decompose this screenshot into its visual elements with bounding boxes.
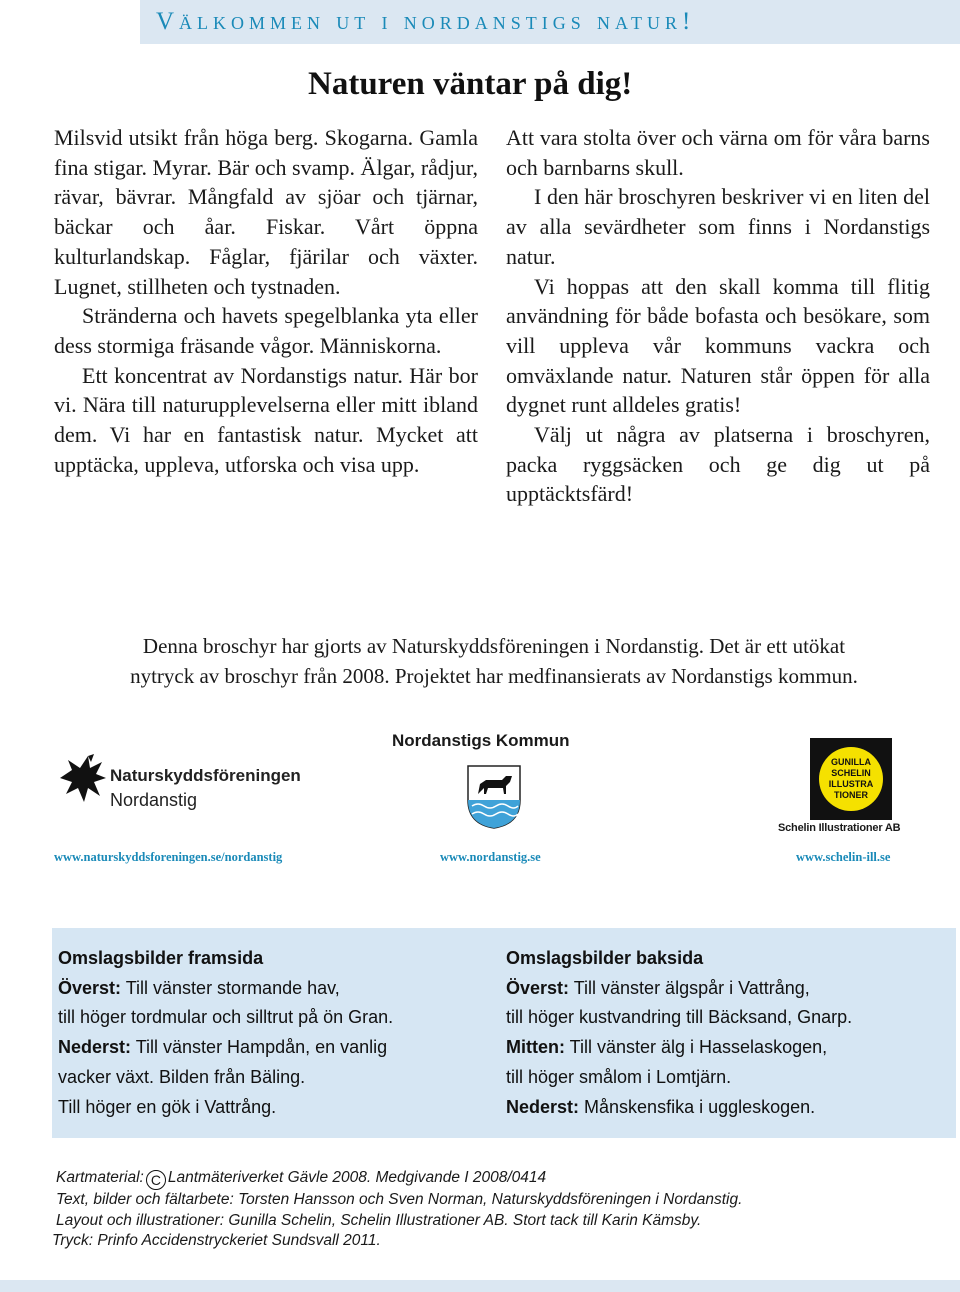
cover-front-heading: Omslagsbilder framsida [58,948,264,968]
credits-print-line: Tryck: Prinfo Accidenstryckeriet Sundsvall 2011. [52,1232,381,1249]
cover-front-top-label: Överst: [58,977,122,998]
cover-back-middle-text: Till vänster älg i Hasselaskogen, [564,1037,828,1058]
cover-front-line-4: vacker växt. Bilden från Bäling. [58,1066,306,1087]
nsf-logo-sub: Nordanstig [110,790,198,810]
intro-paragraph-4: Att vara stolta över och värna om för våra barns och barnbarns skull. [506,125,930,180]
page-header-title: Välkommen ut i nordanstigs natur! [156,8,696,35]
bird-emblem-icon [58,752,318,812]
schelin-badge-line-1: GUNILLA [831,757,871,767]
cover-back-top [506,974,852,1004]
cover-front-bottom-text: Till vänster Hampdån, en vanlig [131,1037,388,1058]
naturskyddsforeningen-logo [58,752,318,812]
footer-band [0,1280,960,1292]
intro-left-column [54,123,478,479]
cover-back-bottom [506,1093,852,1123]
copyright-icon: C [146,1170,166,1190]
sponsor-note [54,632,934,691]
intro-right-column [506,123,930,509]
sponsor-note-line-2: nytryck av broschyr från 2008. Projektet har medfinansierats av Nordanstigs kommun. [130,663,858,688]
cover-back-line-2: till höger kustvandring till Bäcksand, Gnarp. [506,1007,853,1028]
cover-front-line-2: till höger tordmular och silltrut på ön Gran. [58,1007,394,1028]
cover-back-middle-label: Mitten: [506,1037,565,1058]
cover-front-bottom [58,1033,393,1063]
cover-back-top-text: Till vänster älgspår i Vattrång, [569,977,810,998]
nsf-logo-name: Naturskyddsföreningen [110,766,301,785]
intro-paragraph-2: Stränderna och havets spegelblanka yta eller dess stormiga fräsande vågor. Människorna. [54,303,478,358]
schelin-badge-line-2: SCHELIN [831,768,871,778]
credits-map-prefix: Kartmaterial: [56,1169,144,1186]
cover-back-middle [506,1033,852,1063]
cover-back-line-4: till höger smålom i Lomtjärn. [506,1066,732,1087]
sponsor-note-line-1: Denna broschyr har gjorts av Naturskyddsföreningen i Nordanstig. Det är ett utökat [142,634,846,658]
cover-back-bottom-label: Nederst: [506,1096,580,1117]
schelin-link[interactable]: www.schelin-ill.se [796,850,891,864]
schelin-badge-icon [810,738,892,820]
credits [52,1168,742,1252]
cover-back-column [506,944,852,1122]
credits-map [52,1168,742,1190]
cover-front-column [58,944,393,1122]
cover-front-line-5: Till höger en gök i Vattrång. [58,1096,277,1117]
cover-back-bottom-text: Månskensfika i uggleskogen. [579,1096,816,1117]
schelin-company-name: Schelin Illustrationer AB [778,822,901,834]
cover-front-bottom-label: Nederst: [58,1037,132,1058]
nsf-link[interactable]: www.naturskyddsforeningen.se/nordanstig [54,850,283,864]
intro-paragraph-3: Ett koncentrat av Nordanstigs natur. Här bor vi. Nära till naturupplevelserna eller mitt ibland dem. Vi har en fantastisk natur. Mycket att upptäcka, uppleva, utforska och visa upp. [54,362,478,477]
kommun-link[interactable]: www.nordanstig.se [440,850,541,864]
schelin-badge-line-4: TIONER [833,790,869,800]
main-heading: Naturen väntar på dig! [308,66,633,102]
intro-paragraph-5: I den här broschyren beskriver vi en liten del av alla sevärdheter som finns i Nordanstigs natur. [506,184,930,269]
kommun-title: Nordanstigs Kommun [392,731,570,750]
credits-text-line: Text, bilder och fältarbete: Torsten Hansson och Sven Norman, Naturskyddsföreningen i Nordanstig. [56,1191,743,1208]
credits-layout-line: Layout och illustrationer: Gunilla Schelin, Schelin Illustrationer AB. Stort tack till Karin Kämsby. [56,1211,702,1229]
cover-back-top-label: Överst: [506,977,570,998]
credits-map-rest: Lantmäteriverket Gävle 2008. Medgivande I 2008/0414 [167,1169,547,1186]
cover-front-top [58,974,393,1004]
intro-paragraph-6: Vi hoppas att den skall komma till flitig användning för både bofasta och besökare, som vill uppleva vår kommuns vackra och omväxlande natur. Naturen står öppen för alla dygnet runt alldeles gratis! [506,273,930,418]
intro-paragraph-1: Milsvid utsikt från höga berg. Skogarna. Gamla fina stigar. Myrar. Bär och svamp. Älgar, rådjur, rävar, bävrar. Mångfald av sjöar och tjärnar, bäckar och åar. Fiskar. Vårt öppna kulturlandskap. Fåglar, fjärilar och växter. Lugnet, stillheten och tystnaden. [54,125,478,299]
schelin-badge-line-3: ILLUSTRA [828,779,874,789]
nordanstig-crest-icon [466,764,522,830]
cover-front-top-text: Till vänster stormande hav, [121,977,340,998]
cover-back-heading: Omslagsbilder baksida [506,948,704,968]
intro-paragraph-7: Välj ut några av platserna i broschyren, packa ryggsäcken och ge dig ut på upptäcktsfärd! [506,422,930,507]
